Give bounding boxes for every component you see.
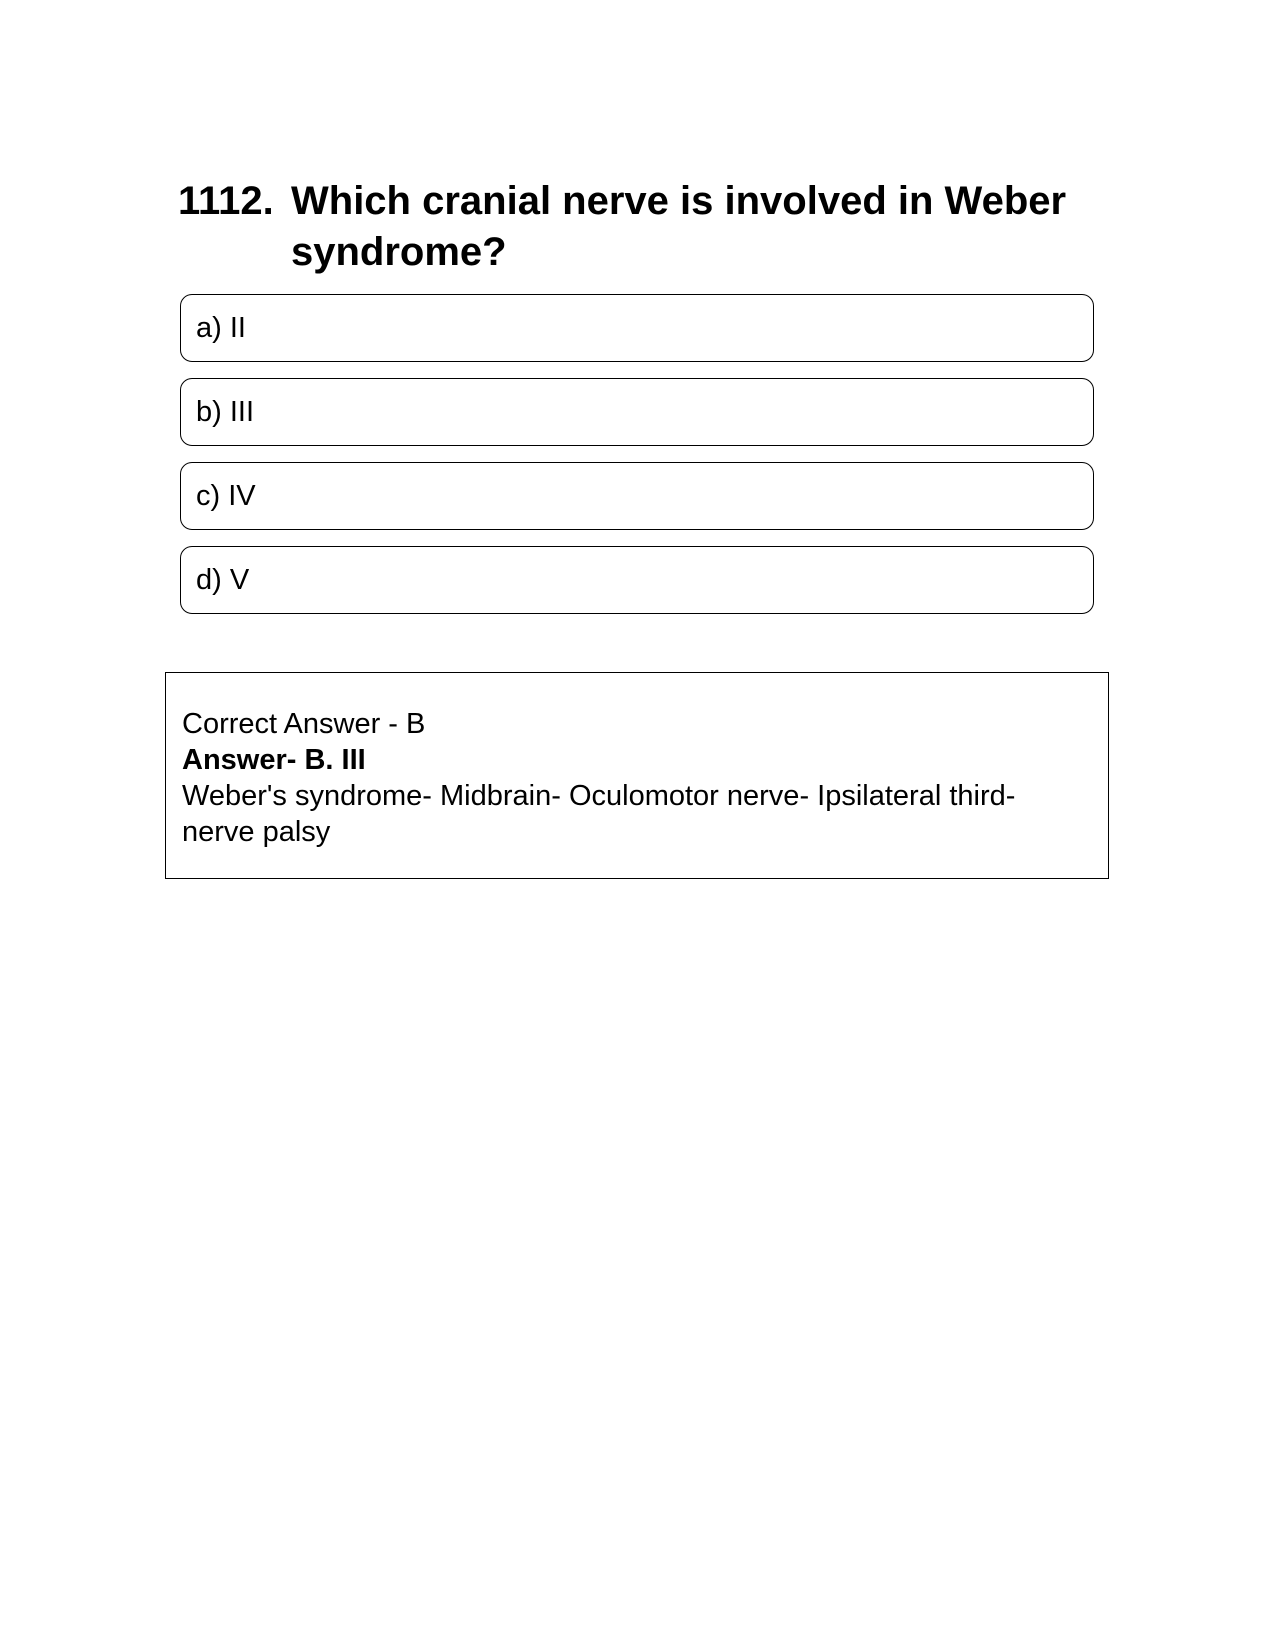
option-b-label: b) III [196,395,255,428]
option-d-label: d) V [196,563,250,596]
question-text: Which cranial nerve is involved in Weber syndrome? [291,179,1067,274]
answer-line: Answer- B. III [182,744,366,776]
answer-box [165,672,1109,879]
question-number: 1112. [178,179,274,223]
question-heading [178,176,1078,278]
option-a-label: a) II [196,311,246,344]
options-list [180,294,1094,630]
answer-explanation: Weber's syndrome- Midbrain- Oculomotor nerve- Ipsilateral third-nerve palsy [182,780,1016,848]
option-a[interactable] [180,294,1094,362]
option-c[interactable] [180,462,1094,530]
option-b[interactable] [180,378,1094,446]
correct-answer-line: Correct Answer - B [182,708,426,740]
option-c-label: c) IV [196,479,256,512]
option-d[interactable] [180,546,1094,614]
